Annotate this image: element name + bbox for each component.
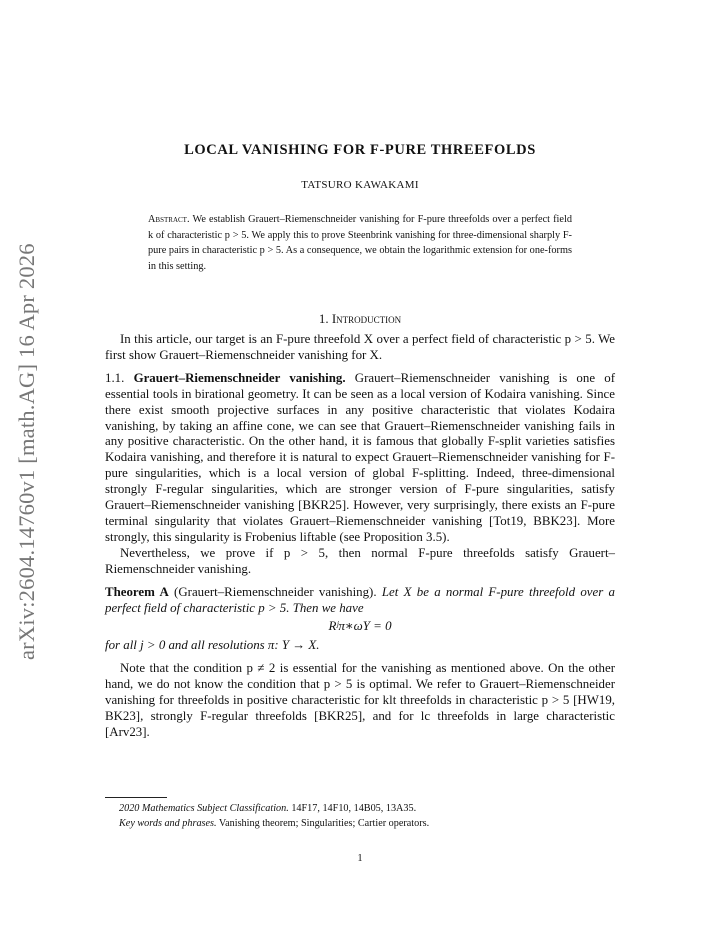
section-heading bbox=[0, 311, 720, 327]
theorem-label: Theorem A bbox=[105, 584, 169, 599]
abstract-label: Abstract. bbox=[148, 214, 190, 225]
theorem-after: for all j > 0 and all resolutions π: Y → X. bbox=[105, 638, 320, 653]
msc-label: 2020 Mathematics Subject Classification. bbox=[119, 803, 289, 814]
subsection-text: Grauert–Riemenschneider vanishing is one of essential tools in birational geometry. It can be seen as a local version of Kodaira vanishing. Since there exist smooth projective surfaces in any positive characteristic that violates Kodaira vanishing, by taking an affine cone, we can see that Grauert–Riemenschneider vanishing fails in any positive characteristic. On the other hand, it is famous that globally F-split varieties satisfies Kodaira vanishing, and therefore it is natural to expect Grauert–Riemenschneider vanishing for F-pure singularities, which is a local version of global F-splitting. Indeed, three-dimensional strongly F-regular singularities, which are stronger version of F-pure singularities, satisfy Grauert–Riemenschneider vanishing [BKR25]. However, very surprisingly, there exists an F-pure terminal singularity that violates Grauert–Riemenschneider vanishing [Tot19, BBK23]. More strongly, this singularity is Frobenius liftable (see Proposition 3.5). bbox=[105, 370, 615, 544]
body-text bbox=[105, 332, 615, 741]
subsection-number: 1.1. bbox=[105, 370, 125, 385]
intro-paragraph: In this article, our target is an F-pure threefold X over a perfect field of characteristic p > 5. We first show Grauert–Riemenschneider vanishing for X. bbox=[105, 332, 615, 362]
nevertheless-paragraph: Nevertheless, we prove if p > 5, then normal F-pure threefolds satisfy Grauert–Riemenschneider vanishing. bbox=[105, 545, 615, 576]
msc-value: 14F17, 14F10, 14B05, 13A35. bbox=[291, 803, 417, 814]
section-title: Introduction bbox=[331, 311, 402, 326]
abstract-text: We establish Grauert–Riemenschneider vanishing for F-pure threefolds over a perfect field k of characteristic p > 5. We apply this to prove Steenbrink vanishing for three-dimensional sharply F-pure pairs in characteristic p > 5. As a consequence, we obtain the logarithmic extension for one-forms in this setting. bbox=[148, 214, 572, 272]
theorem-a bbox=[105, 585, 615, 617]
keywords-label: Key words and phrases. bbox=[119, 817, 217, 829]
note-paragraph: Note that the condition p ≠ 2 is essential for the vanishing as mentioned above. On the other hand, we do not know the condition that p > 5 is optimal. We refer to Grauert–Riemenschneider vanishing for threefolds in positive characteristic for klt threefolds in characteristic p > 5 [HW19, BK23], strongly F-regular threefolds [BKR25], and for lc threefolds in large characteristic [Arv23]. bbox=[105, 661, 615, 739]
subsection-paragraph bbox=[105, 371, 615, 546]
footnote-rule bbox=[105, 797, 167, 798]
keywords-value: Vanishing theorem; Singularities; Cartier operators. bbox=[218, 817, 430, 829]
keywords-footnote bbox=[119, 817, 615, 832]
abstract bbox=[148, 212, 572, 274]
arxiv-identifier: arXiv:2604.14760v1 [math.AG] 16 Apr 2026 bbox=[14, 243, 39, 660]
paper-title: LOCAL VANISHING FOR F-PURE THREEFOLDS bbox=[184, 142, 536, 158]
subsection-title: Grauert–Riemenschneider vanishing. bbox=[133, 370, 346, 385]
theorem-statement: Let X be a normal F-pure threefold over a perfect field of characteristic p > 5. Then we have bbox=[105, 584, 615, 615]
section-number: 1. bbox=[318, 311, 329, 326]
theorem-equation: Rʲπ∗ωY = 0 bbox=[328, 619, 392, 634]
msc-footnote bbox=[119, 802, 615, 817]
author-name: TATSURO KAWAKAMI bbox=[301, 179, 419, 191]
footnotes bbox=[119, 802, 615, 831]
page-number: 1 bbox=[357, 853, 363, 864]
theorem-name: (Grauert–Riemenschneider vanishing). bbox=[174, 584, 377, 599]
